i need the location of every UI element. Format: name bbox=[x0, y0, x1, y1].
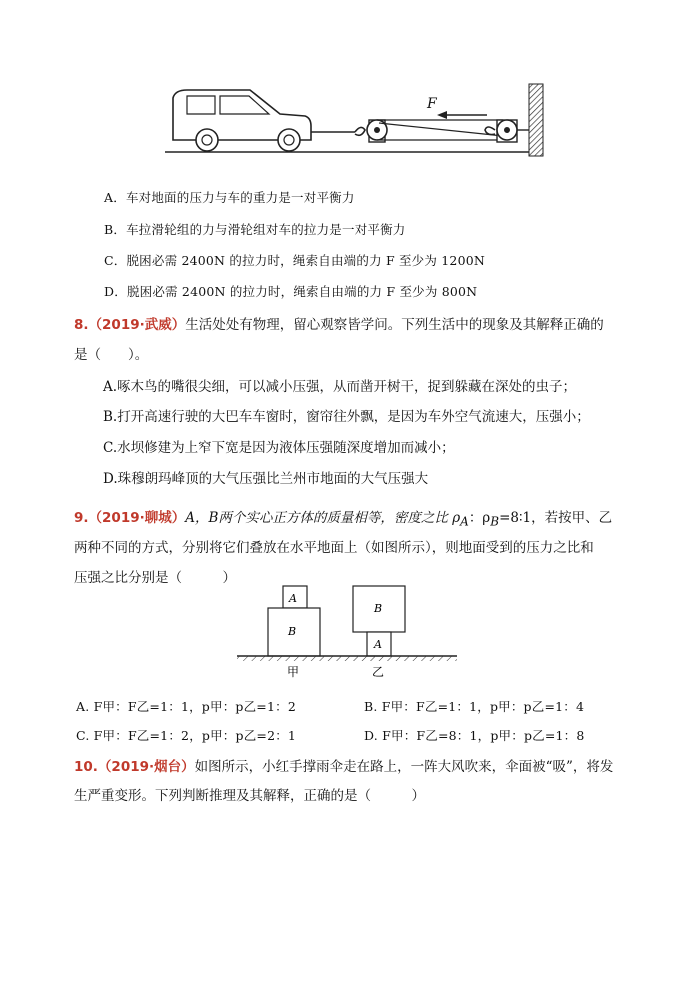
q9-stem-line2: 两种不同的方式，分别将它们叠放在水平地面上（如图所示），则地面受到的压力之比和 bbox=[74, 540, 594, 556]
car-pulley-figure bbox=[165, 78, 550, 164]
q9-source: （2019·聊城） bbox=[88, 510, 186, 526]
q9-stem-line3: 压强之比分别是（ ） bbox=[74, 570, 236, 586]
wall bbox=[529, 84, 543, 156]
force-label: F bbox=[427, 96, 437, 112]
q7-option-a: A．车对地面的压力与车的重力是一对平衡力 bbox=[104, 190, 355, 205]
q8-stem-line2: 是（ ）。 bbox=[74, 347, 149, 363]
hook-right bbox=[485, 127, 495, 135]
q9-number: 9. bbox=[74, 510, 89, 526]
stacked-blocks-figure bbox=[235, 584, 460, 680]
q7-option-c: C．脱困必需 2400N 的拉力时，绳索自由端的力 F 至少为 1200N bbox=[104, 253, 486, 268]
jia-block-b-label: B bbox=[288, 625, 297, 638]
hook-left bbox=[355, 127, 365, 135]
q8-option-a: A.啄木鸟的嘴很尖细，可以减小压强，从而凿开树干，捉到躲藏在深处的虫子； bbox=[103, 379, 577, 395]
q7-option-d: D．脱困必需 2400N 的拉力时，绳索自由端的力 F 至少为 800N bbox=[104, 284, 478, 299]
force-arrow-head bbox=[437, 111, 447, 119]
label-yi: 乙 bbox=[372, 665, 385, 679]
q8-option-b: B.打开高速行驶的大巴车车窗时，窗帘往外飘，是因为车外空气流速大，压强小； bbox=[103, 409, 590, 425]
q8-stem-line1: 8.（2019·武威）生活处处有物理，留心观察皆学问。下列生活中的现象及其解释正确的 bbox=[74, 317, 604, 333]
q10-source: （2019·烟台） bbox=[97, 759, 195, 775]
q8-option-d: D.珠穆朗玛峰顶的大气压强比兰州市地面的大气压强大 bbox=[103, 471, 429, 487]
q8-number: 8. bbox=[74, 317, 89, 333]
yi-block-a-label: A bbox=[374, 638, 382, 651]
q10-number: 10. bbox=[74, 759, 98, 775]
yi-block-b-label: B bbox=[374, 602, 383, 615]
q10-stem-line2: 生严重变形。下列判断推理及其解释，正确的是（ ） bbox=[74, 788, 425, 804]
q8-source: （2019·武威） bbox=[88, 317, 186, 333]
q9-option-b: B. F甲：F乙=1：1，p甲：p乙=1：4 bbox=[364, 699, 585, 714]
q8-option-c: C.水坝修建为上窄下宽是因为液体压强随深度增加而减小； bbox=[103, 440, 455, 456]
q10-stem-line1: 10.（2019·烟台）如图所示，小红手撑雨伞走在路上，一阵大风吹来，伞面被“吸”，将发 bbox=[74, 759, 614, 775]
q9-option-a: A. F甲：F乙=1：1，p甲：p乙=1：2 bbox=[76, 699, 296, 714]
q9-option-c: C. F甲：F乙=1：2，p甲：p乙=2：1 bbox=[76, 728, 297, 743]
q9-stem-line1: 9.（2019·聊城）A，B两个实心正方体的质量相等，密度之比 $\rho_A$：$\rho_B=8∶1$，若按甲、乙 bbox=[74, 510, 613, 529]
label-jia: 甲 bbox=[287, 665, 300, 679]
jia-block-a-label: A bbox=[289, 592, 297, 605]
q9-option-d: D. F甲：F乙=8：1，p甲：p乙=1：8 bbox=[364, 728, 585, 743]
q7-option-b: B．车拉滑轮组的力与滑轮组对车的拉力是一对平衡力 bbox=[104, 222, 406, 237]
